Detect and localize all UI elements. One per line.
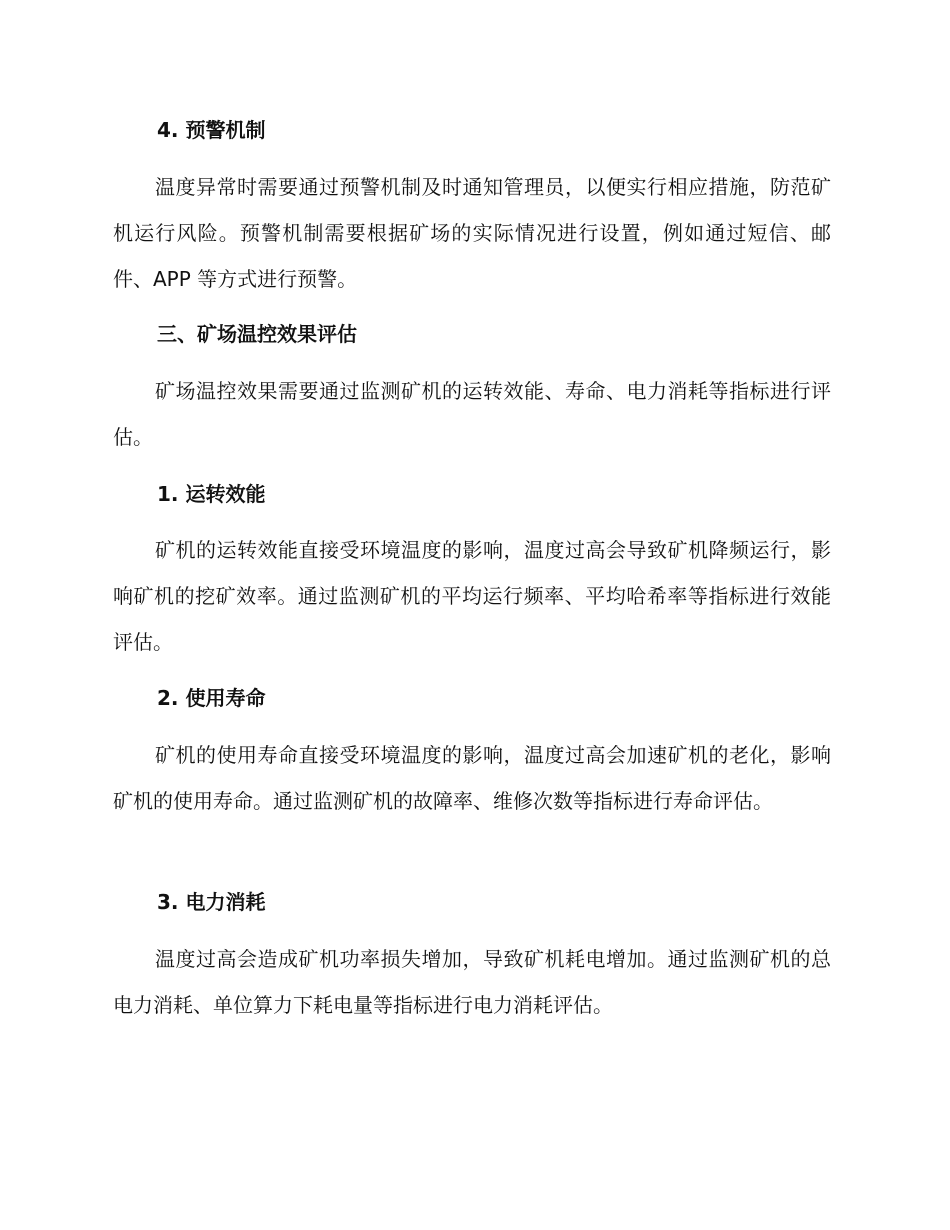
paragraph-power-consumption: 温度过高会造成矿机功率损失增加，导致矿机耗电增加。通过监测矿机的总电力消耗、单位算力下耗电量等指标进行电力消耗评估。 [113,947,831,1017]
heading-temperature-control-evaluation: 三、矿场温控效果评估 [157,322,357,346]
paragraph-operating-efficiency: 矿机的运转效能直接受环境温度的影响，温度过高会导致矿机降频运行，影响矿机的挖矿效率。通过监测矿机的平均运行频率、平均哈希率等指标进行效能评估。 [113,538,831,654]
paragraph-service-life: 矿机的使用寿命直接受环境温度的影响，温度过高会加速矿机的老化，影响矿机的使用寿命。通过监测矿机的故障率、维修次数等指标进行寿命评估。 [113,743,831,813]
heading-operating-efficiency: 1. 运转效能 [157,482,266,506]
heading-warning-mechanism: 4. 预警机制 [157,118,266,142]
paragraph-warning-mechanism: 温度异常时需要通过预警机制及时通知管理员，以便实行相应措施，防范矿机运行风险。预警机制需要根据矿场的实际情况进行设置，例如通过短信、邮件、APP 等方式进行预警。 [113,175,831,291]
heading-service-life: 2. 使用寿命 [157,686,266,710]
heading-power-consumption: 3. 电力消耗 [157,890,266,914]
paragraph-temperature-control-evaluation: 矿场温控效果需要通过监测矿机的运转效能、寿命、电力消耗等指标进行评估。 [113,379,831,449]
